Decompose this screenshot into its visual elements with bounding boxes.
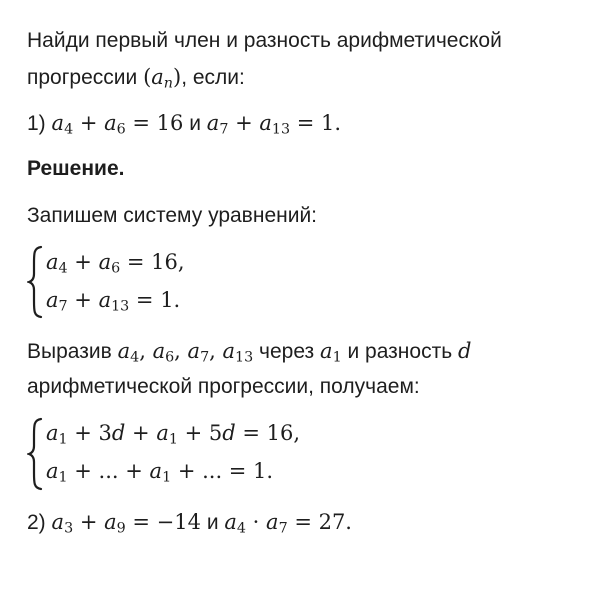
part1-connector: и xyxy=(189,112,201,135)
system2-equation-1: $a_1 + 3d + a_1 + 5d = 16$, xyxy=(46,421,301,448)
express-prefix: Выразив xyxy=(27,340,112,363)
task-line-2-suffix: , если: xyxy=(181,66,245,89)
part2-equation-b: $a_4 \cdot a_7 = 27$. xyxy=(224,510,352,537)
task-line-2-text: прогрессии xyxy=(27,66,138,89)
solution-heading: Решение. xyxy=(27,157,125,180)
part1-equation-a: $a_4 + a_6 = 16$ xyxy=(51,111,184,138)
system-brace-1 xyxy=(27,245,43,319)
express-line-2: арифметической прогрессии, получаем: xyxy=(27,375,420,398)
part2-equation-a: $a_3 + a_9 = -14$ xyxy=(51,510,201,537)
express-line-1 xyxy=(27,339,472,366)
express-d: d xyxy=(457,339,472,363)
part2-statement xyxy=(27,510,352,537)
progression-symbol: $(a_n)$ xyxy=(143,65,182,92)
task-line-1: Найди первый член и разность арифметической xyxy=(27,29,502,52)
part1-label: 1) xyxy=(27,112,46,135)
task-line-2 xyxy=(27,65,245,92)
system1-equation-2: $a_7 + a_{13} = 1$. xyxy=(46,288,181,315)
system-intro: Запишем систему уравнений: xyxy=(27,204,318,227)
express-terms: $a_4$, $a_6$, $a_7$, $a_{13}$ xyxy=(117,339,254,366)
system1-equation-1: $a_4 + a_6 = 16$, xyxy=(46,250,185,277)
express-a1: $a_1$ xyxy=(320,339,342,366)
system2-equation-2: $a_1$ + ... + $a_1$ + ... = 1. xyxy=(46,459,274,486)
part1-equation-b: $a_7 + a_{13} = 1$. xyxy=(206,111,342,138)
express-and: и разность xyxy=(347,340,453,363)
system-brace-2 xyxy=(27,417,43,491)
express-via: через xyxy=(259,340,315,363)
part1-statement xyxy=(27,111,342,138)
part2-label: 2) xyxy=(27,511,46,534)
part2-connector: и xyxy=(206,511,219,534)
